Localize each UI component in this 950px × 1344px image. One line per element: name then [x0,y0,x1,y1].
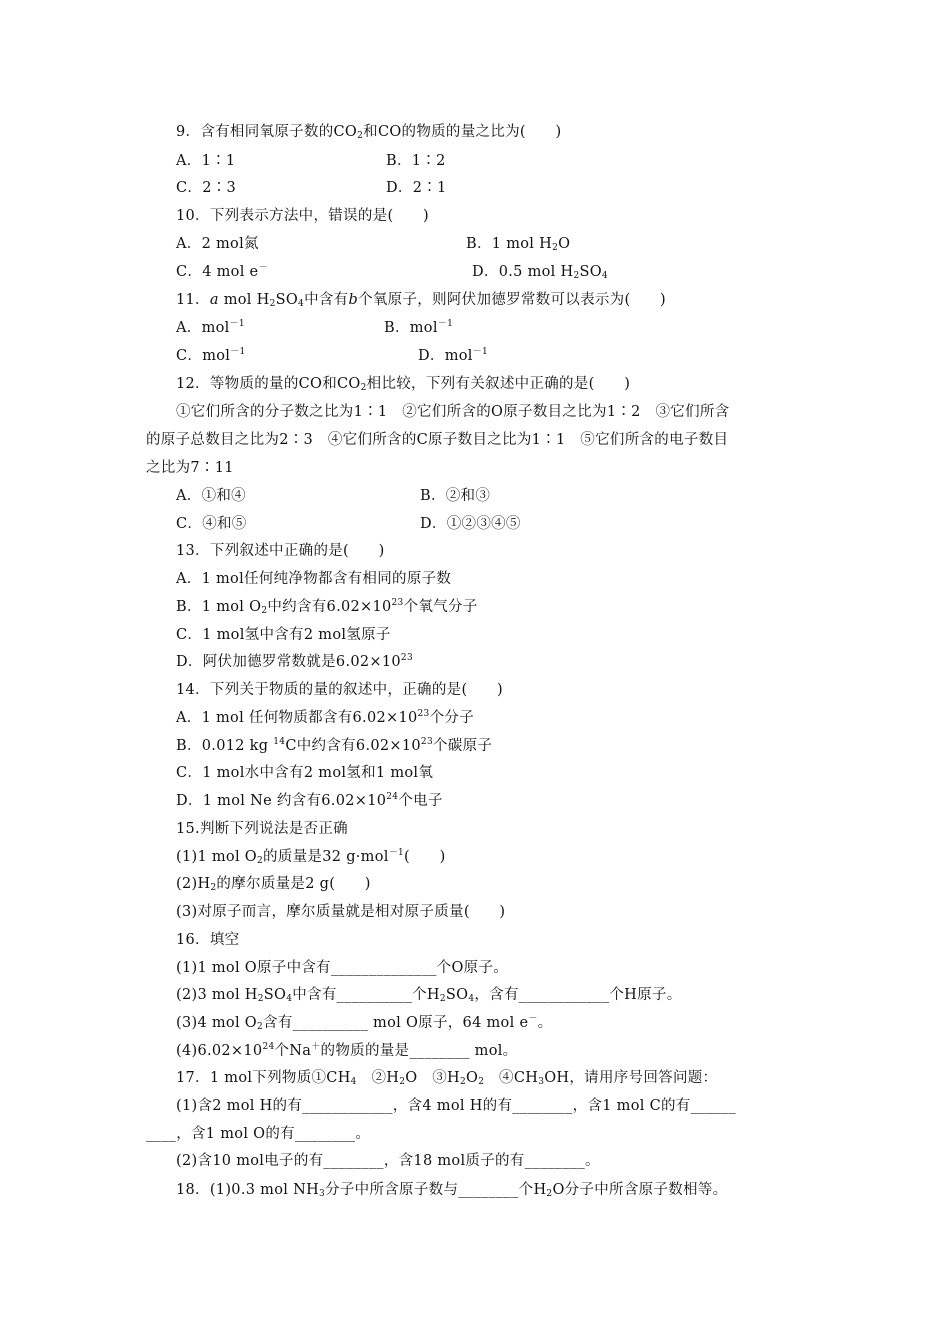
question-13-stem: 13．下列叙述中正确的是( ) [176,543,385,559]
question-14-stem: 14．下列关于物质的量的叙述中，正确的是( ) [176,682,503,698]
q16-item-4: $(4)6.02\times 10^{24}$个Na＋的物质的量是________ mol。 [176,1042,518,1059]
question-16-stem: 16．填空 [176,932,240,948]
q11-option-d: D．mol$^{-1}$ [418,347,489,364]
q13-option-a: A．1 mol任何纯净物都含有相同的原子数 [176,571,452,587]
question-12-stem: 12．等物质的量的CO和$CO_2$相比较，下列有关叙述中正确的是( ) [176,376,631,393]
q11-option-a: A．mol$^{-1}$ [176,319,245,336]
question-9-stem: 9．含有相同氧原子数的$CO_2$和CO的物质的量之比为( ) [176,124,562,141]
q14-option-d: D．1 mol Ne 约含有$6.02\times 10^{24}$个电子 [176,792,443,809]
q15-item-2: $(2)H_2$的摩尔质量是2 g( ) [176,876,371,893]
q17-item-1-line-2: ____，含1 mol O的有________。 [146,1126,371,1142]
q10-option-a: A．2 mol氮 [176,236,259,252]
question-15-stem: 15.判断下列说法是否正确 [176,821,348,837]
q14-option-c: C．1 mol水中含有2 mol氢和1 mol氧 [176,765,434,781]
question-10-stem: 10．下列表示方法中，错误的是( ) [176,208,429,224]
q15-item-3: (3)对原子而言，摩尔质量就是相对原子质量( ) [176,904,506,920]
q14-option-b: B．0.012 kg $^{14}$C中约含有$6.02\times 10^{23}$个碳原子 [176,737,493,754]
q9-option-b: B．1∶2 [386,153,446,169]
q12-statement-line-1: ①它们所含的分子数之比为1∶1 ②它们所含的O原子数目之比为1∶2 ③它们所含 [176,404,730,420]
q13-option-b: B．1 mol $O_2$中约含有$6.02\times 10^{23}$个氧气分子 [176,598,478,616]
q13-option-d: D．阿伏加德罗常数就是$6.02\times 10^{23}$ [176,653,413,670]
q9-option-d: D．2∶1 [386,180,447,196]
q15-item-1: (1)1 mol $O_2$的质量是32 g·mol$^{-1}$( ) [176,848,446,866]
q12-statement-line-2: 的原子总数目之比为2∶3 ④它们所含的C原子数目之比为1∶1 ⑤它们所含的电子数目 [146,432,729,448]
question-11-stem: 11．a mol $H_2SO_4$中含有b个氧原子，则阿伏加德罗常数可以表示为( ) [176,292,666,309]
question-17-stem: 17．1 mol下列物质$①CH_4$ $②H_2O$ $③H_2O_2$ $④CH_3OH$，请用序号回答问题： [176,1070,718,1087]
q12-option-c: C．④和⑤ [176,516,247,532]
q12-option-d: D．①②③④⑤ [420,516,521,532]
q16-item-1: (1)1 mol O原子中含有______________个O原子。 [176,960,509,976]
q17-item-2: (2)含10 mol电子的有________，含18 mol质子的有________。 [176,1153,600,1169]
q12-option-a: A．①和④ [176,488,246,504]
q12-option-b: B．②和③ [420,488,491,504]
question-18-item-1: 18．(1)0.3 mol $NH_3$分子中所含原子数与________个$H_2O$分子中所含原子数相等。 [176,1182,728,1199]
q16-item-3: (3)4 mol $O_2$含有__________ mol O原子，64 mol e－。 [176,1014,553,1032]
q17-item-1-line-1: (1)含2 mol H的有____________，含4 mol H的有________，含1 mol C的有______ [176,1098,736,1114]
q10-option-c: C．4 mol e－ [176,263,268,280]
q9-option-c: C．2∶3 [176,180,237,196]
q11-option-b: B．mol$^{-1}$ [384,319,454,336]
q9-option-a: A．1∶1 [176,153,236,169]
q10-option-b: B．1 mol $H_2O$ [466,236,571,253]
q12-statement-line-3: 之比为7∶11 [146,460,234,476]
q16-item-2: (2)3 mol $H_2SO_4$中含有__________个$H_2SO_4$，含有____________个H原子。 [176,987,682,1004]
q13-option-c: C．1 mol氢中含有2 mol氢原子 [176,627,391,643]
q10-option-d: D．0.5 mol $H_2SO_4$ [472,264,608,281]
q14-option-a: A．1 mol 任何物质都含有$6.02\times 10^{23}$个分子 [176,709,474,726]
q11-option-c: C．mol$^{-1}$ [176,347,246,364]
